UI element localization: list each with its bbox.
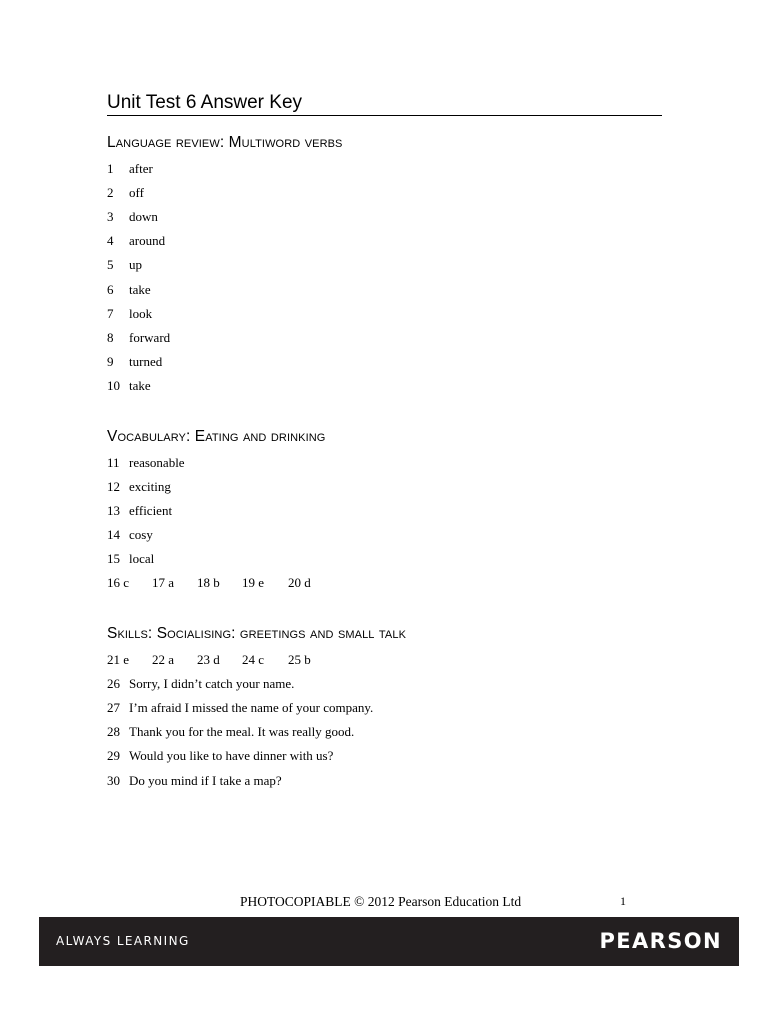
tagline-text: ALWAYS LEARNING	[56, 934, 190, 948]
matching-answer: 16 c	[107, 575, 130, 590]
answer-row	[107, 700, 373, 716]
answer-text: efficient	[129, 503, 173, 518]
answer-row	[107, 330, 170, 346]
answer-number: 3	[107, 209, 114, 224]
answer-text: Sorry, I didn’t catch your name.	[129, 676, 295, 691]
answer-row	[107, 455, 185, 471]
answer-row	[107, 773, 282, 789]
answer-text: I’m afraid I missed the name of your company.	[129, 700, 374, 715]
answer-text: exciting	[129, 479, 171, 494]
answer-text: Do you mind if I take a map?	[129, 773, 282, 788]
answer-row	[107, 748, 333, 764]
matching-answer: 18 b	[197, 575, 220, 590]
answer-number: 13	[107, 503, 120, 518]
section-heading-language-review: Language review: Multiword verbs	[107, 134, 343, 151]
copyright-notice: PHOTOCOPIABLE © 2012 Pearson Education Ltd	[240, 894, 522, 909]
answer-number: 29	[107, 748, 120, 763]
answer-row	[107, 551, 154, 567]
answer-number: 15	[107, 551, 120, 566]
matching-answer: 17 a	[152, 575, 175, 590]
title-rule	[107, 115, 662, 116]
answer-number: 1	[107, 161, 114, 176]
answer-text: look	[129, 306, 153, 321]
answer-number: 7	[107, 306, 114, 321]
answer-row	[107, 161, 153, 177]
answer-row	[107, 527, 153, 543]
answer-text: up	[129, 257, 142, 272]
page-number: 1	[620, 894, 626, 908]
answer-number: 4	[107, 233, 114, 248]
answer-number: 30	[107, 773, 120, 788]
answer-row	[107, 209, 158, 225]
answer-text: local	[129, 551, 155, 566]
answer-row	[107, 503, 172, 519]
answer-number: 26	[107, 676, 120, 691]
answer-number: 11	[107, 455, 120, 470]
answer-row	[107, 378, 151, 394]
footer-brand-bar	[39, 917, 739, 966]
matching-answer: 24 c	[242, 652, 265, 667]
matching-answer: 19 e	[242, 575, 265, 590]
matching-answer: 21 e	[107, 652, 130, 667]
answer-text: turned	[129, 354, 163, 369]
matching-answer: 25 b	[288, 652, 311, 667]
answer-number: 14	[107, 527, 120, 542]
answer-text: take	[129, 282, 151, 297]
answer-number: 2	[107, 185, 114, 200]
answer-row	[107, 257, 142, 273]
section-heading-skills: Skills: Socialising: greetings and small talk	[107, 625, 407, 642]
answer-number: 8	[107, 330, 114, 345]
answer-text: forward	[129, 330, 171, 345]
answer-text: off	[129, 185, 144, 200]
answer-number: 12	[107, 479, 120, 494]
pearson-logo: PEARSON	[599, 929, 722, 953]
answer-row	[107, 306, 152, 322]
answer-text: around	[129, 233, 166, 248]
answer-text: after	[129, 161, 153, 176]
answer-number: 6	[107, 282, 114, 297]
answer-text: Would you like to have dinner with us?	[129, 748, 334, 763]
answer-row	[107, 185, 144, 201]
answer-text: cosy	[129, 527, 153, 542]
section-heading-vocabulary: Vocabulary: Eating and drinking	[107, 428, 326, 445]
matching-answer: 20 d	[288, 575, 311, 590]
answer-number: 28	[107, 724, 120, 739]
answer-number: 27	[107, 700, 120, 715]
answer-row	[107, 676, 294, 692]
answer-text: reasonable	[129, 455, 185, 470]
answer-text: Thank you for the meal. It was really good.	[129, 724, 355, 739]
answer-row	[107, 479, 171, 495]
matching-answer: 23 d	[197, 652, 220, 667]
answer-text: take	[129, 378, 151, 393]
answer-number: 10	[107, 378, 120, 393]
answer-text: down	[129, 209, 158, 224]
answer-row	[107, 233, 165, 249]
document-title: Unit Test 6 Answer Key	[107, 92, 303, 113]
answer-row	[107, 354, 162, 370]
answer-number: 5	[107, 257, 114, 272]
answer-row	[107, 282, 151, 298]
answer-number: 9	[107, 354, 114, 369]
answer-row	[107, 724, 354, 740]
matching-answer: 22 a	[152, 652, 175, 667]
